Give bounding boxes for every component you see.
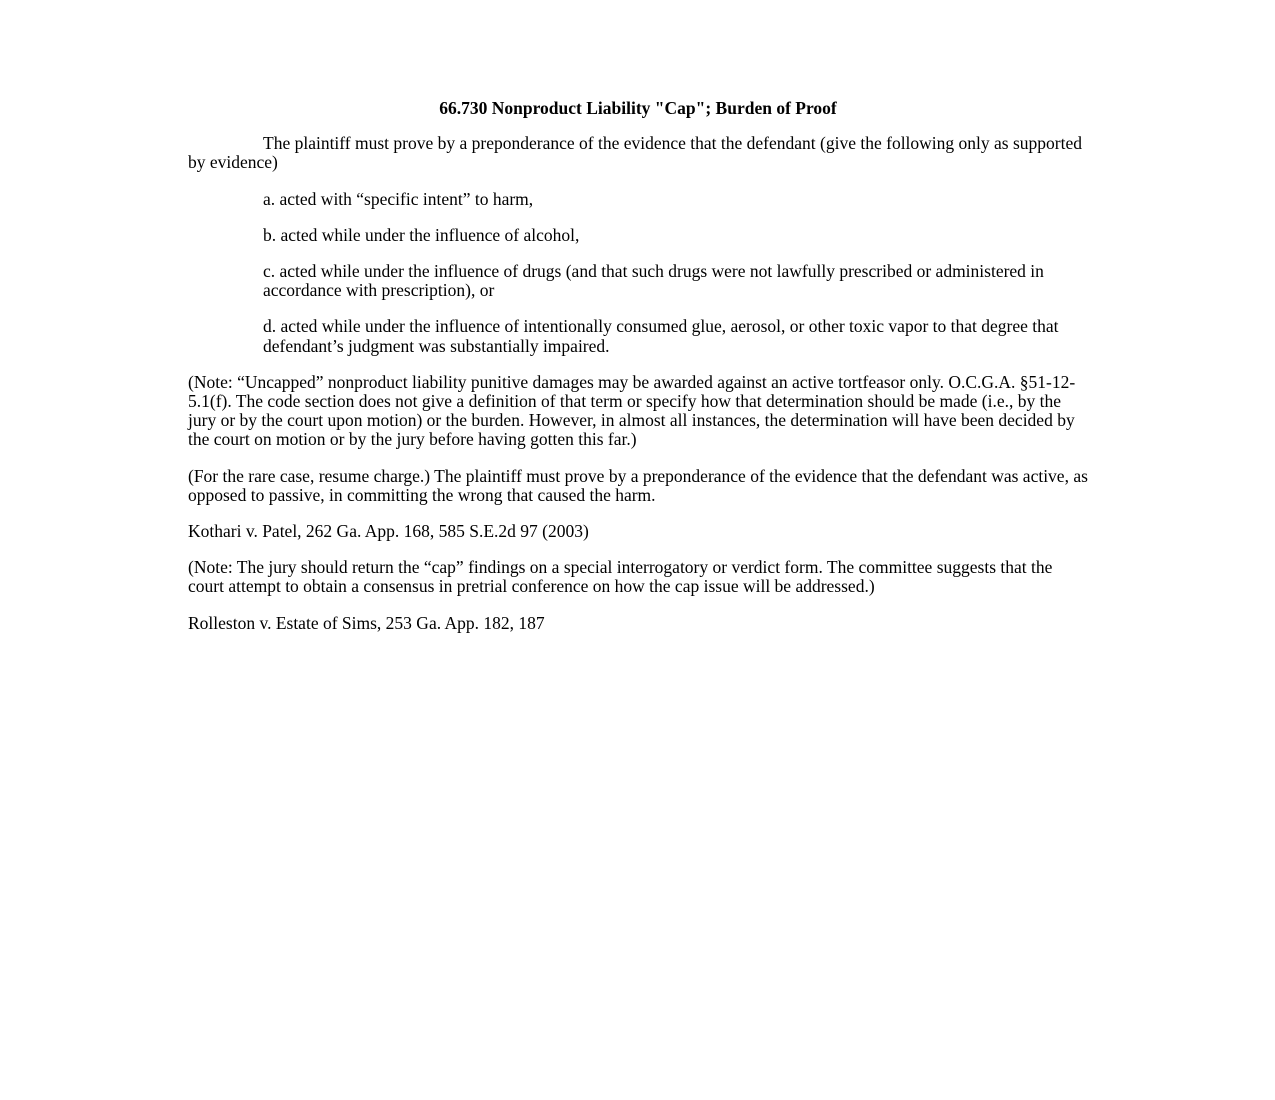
- intro-paragraph: The plaintiff must prove by a preponderance of the evidence that the defendant (give the following only as supported by evidence): [188, 133, 1082, 173]
- document-page: [188, 99, 1088, 650]
- list-item-a: a. acted with “specific intent” to harm,: [263, 188, 534, 209]
- list-item-b: b. acted while under the influence of alcohol,: [263, 224, 580, 245]
- document-title: 66.730 Nonproduct Liability "Cap"; Burden of Proof: [439, 98, 837, 118]
- list-item-d: d. acted while under the influence of intentionally consumed glue, aerosol, or other toxic vapor to that degree that defendant’s judgment was substantially impaired.: [263, 316, 1059, 356]
- rare-case-paragraph: (For the rare case, resume charge.) The plaintiff must prove by a preponderance of the evidence that the defendant was active, as opposed to passive, in committing the wrong that caused the harm.: [188, 465, 1088, 505]
- note-uncapped-paragraph: (Note: “Uncapped” nonproduct liability punitive damages may be awarded against an active tortfeasor only. O.C.G.A. §51-12-5.1(f). The code section does not give a definition of that term or specify how that determination should be made (i.e., by the jury or by the court upon motion) or the burden. However, in almost all instances, the determination will have been decided by the court on motion or by the jury before having gotten this far.): [188, 371, 1076, 450]
- citation-kothari: Kothari v. Patel, 262 Ga. App. 168, 585 S.E.2d 97 (2003): [188, 521, 589, 542]
- list-item-c: c. acted while under the influence of drugs (and that such drugs were not lawfully prescribed or administered in accordance with prescription), or: [263, 261, 1044, 301]
- citation-rolleston: Rolleston v. Estate of Sims, 253 Ga. App. 182, 187: [188, 612, 545, 633]
- note-jury-paragraph: (Note: The jury should return the “cap” findings on a special interrogatory or verdict form. The committee suggests that the court attempt to obtain a consensus in pretrial conference on how the cap issue will be addressed.): [188, 557, 1053, 597]
